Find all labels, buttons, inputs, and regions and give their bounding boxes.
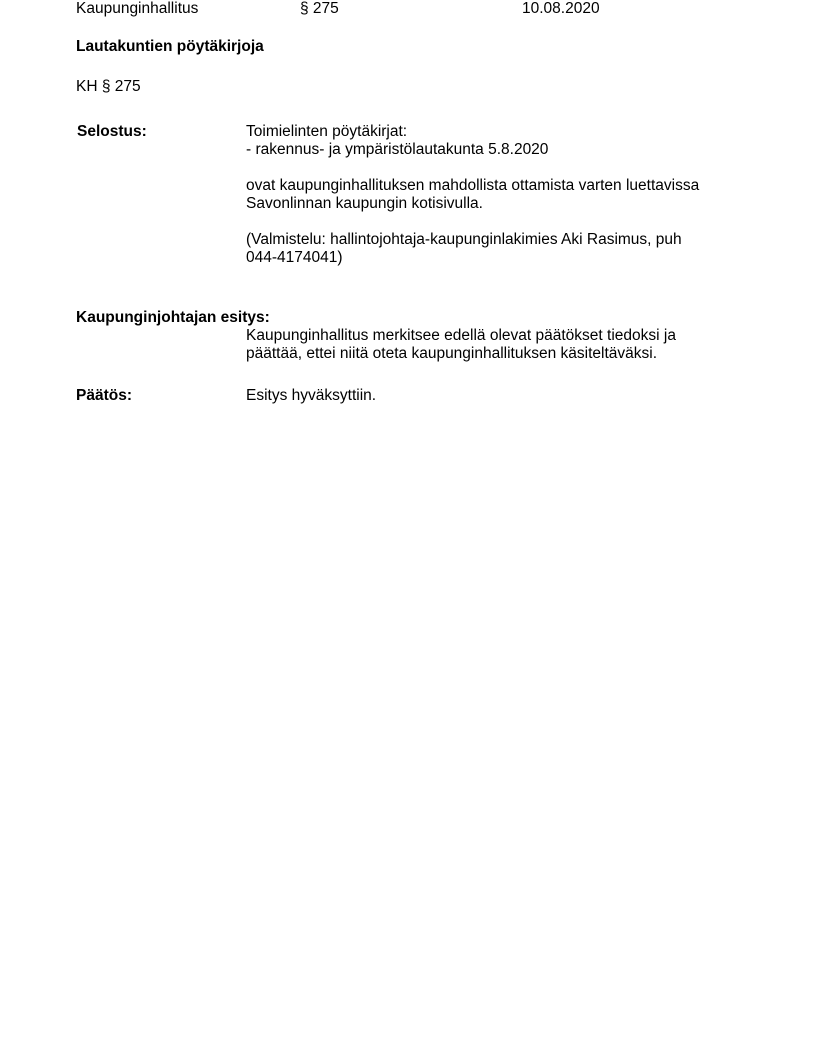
selostus-line: Savonlinnan kaupungin kotisivulla. <box>246 195 483 212</box>
header-organ: Kaupunginhallitus <box>76 0 199 17</box>
decision-text: Esitys hyväksyttiin. <box>246 387 377 404</box>
selostus-line: - rakennus- ja ympäristölautakunta 5.8.2020 <box>246 141 549 158</box>
selostus-line: Toimielinten pöytäkirjat: <box>246 123 408 140</box>
proposal-line: päättää, ettei niitä oteta kaupunginhallituksen käsiteltäväksi. <box>246 345 658 362</box>
header-section-number: § 275 <box>300 0 339 17</box>
proposal-body <box>246 327 676 363</box>
proposal-line: Kaupunginhallitus merkitsee edellä olevat päätökset tiedoksi ja <box>246 327 676 344</box>
selostus-line: (Valmistelu: hallintojohtaja-kaupunginlakimies Aki Rasimus, puh <box>246 231 682 248</box>
document-title: Lautakuntien pöytäkirjoja <box>76 38 264 55</box>
selostus-label: Selostus: <box>77 123 147 140</box>
decision-label: Päätös: <box>76 387 132 404</box>
document-reference: KH § 275 <box>76 78 141 95</box>
selostus-line: ovat kaupunginhallituksen mahdollista ottamista varten luettavissa <box>246 177 700 194</box>
selostus-body <box>246 123 699 267</box>
selostus-line: 044-4174041) <box>246 249 343 266</box>
proposal-label: Kaupunginjohtajan esitys: <box>76 309 270 326</box>
header-date: 10.08.2020 <box>522 0 600 17</box>
